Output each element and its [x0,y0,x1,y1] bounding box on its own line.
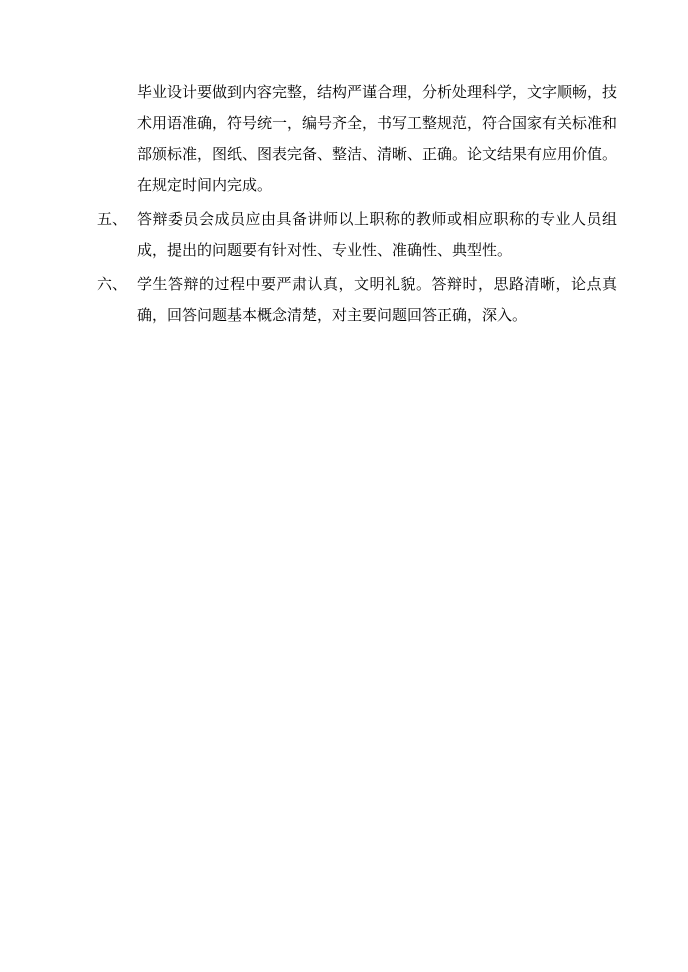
paragraph-text: 毕业设计要做到内容完整，结构严谨合理，分析处理科学，文字顺畅，技术用语准确，符号统一，编号齐全，书写工整规范，符合国家有关标准和部颁标准，图纸、图表完备、整洁、清晰、正确。论文结果有应用价值。在规定时间内完成。 [137,83,618,194]
paragraph-item-6 [97,269,617,331]
paragraph-text: 答辩委员会成员应由具备讲师以上职称的教师或相应职称的专业人员组成，提出的问题要有针对性、专业性、准确性、典型性。 [137,210,617,259]
paragraph-item-5 [97,204,617,266]
paragraph-continuation [97,77,617,201]
document-body [97,77,617,331]
paragraph-text: 学生答辩的过程中要严肃认真，文明礼貌。答辩时，思路清晰，论点真确，回答问题基本概念清楚，对主要问题回答正确，深入。 [137,275,617,324]
paragraph-marker: 六、 [97,275,128,293]
paragraph-marker: 五、 [97,210,128,228]
